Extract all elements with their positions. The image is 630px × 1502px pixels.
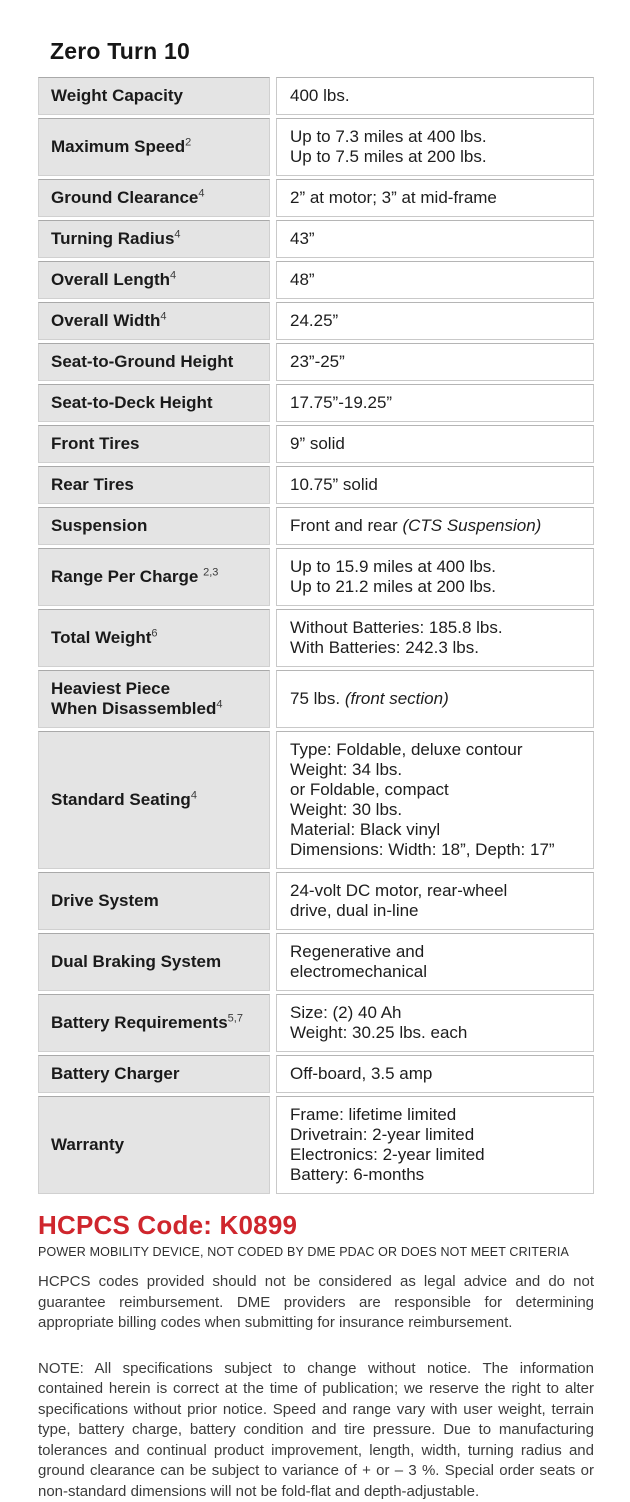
spec-value-line: Frame: lifetime limited [290,1105,485,1125]
spec-row [38,302,594,340]
spec-value-line: Regenerative and [290,942,427,962]
footnote-superscript: 4 [216,698,222,710]
spec-row [38,118,594,176]
spec-value-line: Size: (2) 40 Ah [290,1003,467,1023]
spec-value-cell [276,731,594,869]
spec-row [38,872,594,930]
spec-label-line: Front Tires [51,434,139,454]
spec-label-line: Standard Seating$^4$ [51,790,197,810]
spec-value-line: Up to 7.3 miles at 400 lbs. [290,127,487,147]
spec-row [38,507,594,545]
spec-value-cell [276,261,594,299]
spec-label-line: Dual Braking System [51,952,221,972]
spec-label-cell [38,994,270,1052]
spec-value-line: Dimensions: Width: 18”, Depth: 17” [290,840,555,860]
spec-value-line: 75 lbs. (front section) [290,689,449,709]
spec-label-cell [38,731,270,869]
spec-label-line: Heaviest Piece [51,679,222,699]
footnote-superscript: 2,3 [203,566,218,578]
spec-value-line: or Foldable, compact [290,780,555,800]
spec-label-line: Battery Charger [51,1064,180,1084]
spec-value-line: Up to 7.5 miles at 200 lbs. [290,147,487,167]
spec-value-line: 2” at motor; 3” at mid-frame [290,188,497,208]
spec-label-line: Suspension [51,516,147,536]
spec-value-line: Weight: 30 lbs. [290,800,555,820]
spec-value-cell [276,118,594,176]
spec-value-line: 24.25” [290,311,338,331]
spec-value-cell [276,220,594,258]
spec-value-line: Weight: 30.25 lbs. each [290,1023,467,1043]
spec-value-cell [276,548,594,606]
spec-value-line: Drivetrain: 2-year limited [290,1125,485,1145]
spec-label-cell [38,1055,270,1093]
spec-value-cell [276,77,594,115]
spec-label-line: Weight Capacity [51,86,183,106]
spec-row [38,466,594,504]
footnote-superscript: 2 [185,136,191,148]
spec-value-line: With Batteries: 242.3 lbs. [290,638,503,658]
spec-label-line: Turning Radius$^4$ [51,229,181,249]
spec-value-cell [276,1096,594,1194]
footnote-superscript: 4 [170,269,176,281]
spec-label-line: Battery Requirements$^{5,7}$ [51,1013,243,1033]
spec-row [38,220,594,258]
spec-value-line: 23”-25” [290,352,345,372]
spec-label-cell [38,670,270,728]
spec-label-cell [38,425,270,463]
spec-value-cell [276,933,594,991]
spec-label-line: Rear Tires [51,475,134,495]
spec-value-line: Without Batteries: 185.8 lbs. [290,618,503,638]
page-title: Zero Turn 10 [50,38,594,65]
spec-label-line: Overall Width$^4$ [51,311,167,331]
spec-label-cell [38,343,270,381]
spec-label-cell [38,872,270,930]
spec-value-line: 43” [290,229,315,249]
spec-value-line: Up to 21.2 miles at 200 lbs. [290,577,496,597]
spec-value-cell [276,384,594,422]
hcpcs-heading: HCPCS Code: K0899 [38,1210,594,1241]
spec-label-line: Overall Length$^4$ [51,270,176,290]
spec-value-line: 9” solid [290,434,345,454]
spec-table [38,77,594,1194]
spec-row [38,1055,594,1093]
spec-row [38,384,594,422]
spec-value-line: Front and rear (CTS Suspension) [290,516,541,536]
spec-row [38,609,594,667]
spec-label-cell [38,77,270,115]
spec-row [38,994,594,1052]
spec-row [38,933,594,991]
spec-value-cell [276,343,594,381]
spec-label-line: Seat-to-Deck Height [51,393,213,413]
spec-label-cell [38,609,270,667]
spec-value-line: Electronics: 2-year limited [290,1145,485,1165]
footnote-superscript: 4 [191,789,197,801]
spec-label-cell [38,1096,270,1194]
spec-value-line: electromechanical [290,962,427,982]
spec-label-line: Warranty [51,1135,124,1155]
spec-value-cell [276,609,594,667]
spec-value-line: Weight: 34 lbs. [290,760,555,780]
spec-label-line: Range Per Charge $^{2,3}$ [51,567,218,587]
spec-value-cell [276,872,594,930]
spec-row [38,425,594,463]
spec-label-cell [38,384,270,422]
spec-value-line: Type: Foldable, deluxe contour [290,740,555,760]
spec-label-line: Drive System [51,891,159,911]
spec-value-line: Battery: 6-months [290,1165,485,1185]
spec-label-line: Seat-to-Ground Height [51,352,233,372]
spec-label-line: Ground Clearance$^4$ [51,188,205,208]
spec-value-cell [276,466,594,504]
footnote-superscript: 5,7 [228,1012,243,1024]
spec-value-line: 10.75” solid [290,475,378,495]
spec-value-cell [276,670,594,728]
spec-value-line: 24-volt DC motor, rear-wheel [290,881,507,901]
spec-value-cell [276,1055,594,1093]
spec-label-cell [38,302,270,340]
spec-value-cell [276,994,594,1052]
hcpcs-disclaimer: HCPCS codes provided should not be considered as legal advice and do not guarantee reimbursement. DME providers are responsible for determining appropriate billing codes when submitting for insurance reimbursement. [38,1272,594,1334]
spec-row [38,548,594,606]
spec-value-line: Material: Black vinyl [290,820,555,840]
spec-row [38,77,594,115]
spec-value-cell [276,425,594,463]
spec-value-line: drive, dual in-line [290,901,507,921]
spec-row [38,343,594,381]
spec-label-cell [38,118,270,176]
spec-label-cell [38,220,270,258]
note-paragraph: NOTE: All specifications subject to change without notice. The information contained herein is correct at the time of publication; we reserve the right to alter specifications without prior notice. Speed and range vary with user weight, terrain type, battery charge, battery condition and tire pressure. Due to manufacturing tolerances and continual product improvement, length, width, turning radius and ground clearance can be subject to variance of + or – 3 %. Special order seats or non-standard dimensions will not be fold-flat and depth-adjustable. [38,1359,594,1502]
spec-row [38,1096,594,1194]
spec-value-line: 48” [290,270,315,290]
spec-value-line: Off-board, 3.5 amp [290,1064,432,1084]
spec-value-cell [276,302,594,340]
spec-row [38,261,594,299]
spec-label-cell [38,179,270,217]
spec-row [38,670,594,728]
footnote-superscript: 4 [198,187,204,199]
spec-value-cell [276,179,594,217]
footnote-superscript: 6 [151,627,157,639]
footnote-superscript: 4 [174,228,180,240]
spec-value-line: Up to 15.9 miles at 400 lbs. [290,557,496,577]
spec-label-line: Maximum Speed$^2$ [51,137,191,157]
spec-label-cell [38,466,270,504]
spec-value-cell [276,507,594,545]
spec-label-cell [38,548,270,606]
spec-label-cell [38,261,270,299]
spec-row [38,179,594,217]
spec-value-line: 400 lbs. [290,86,350,106]
footnote-superscript: 4 [160,310,166,322]
spec-label-cell [38,507,270,545]
spec-label-line: When Disassembled$^4$ [51,699,222,719]
hcpcs-subheading: POWER MOBILITY DEVICE, NOT CODED BY DME PDAC OR DOES NOT MEET CRITERIA [38,1245,594,1259]
spec-row [38,731,594,869]
spec-value-line: 17.75”-19.25” [290,393,392,413]
spec-label-line: Total Weight$^6$ [51,628,158,648]
spec-label-cell [38,933,270,991]
